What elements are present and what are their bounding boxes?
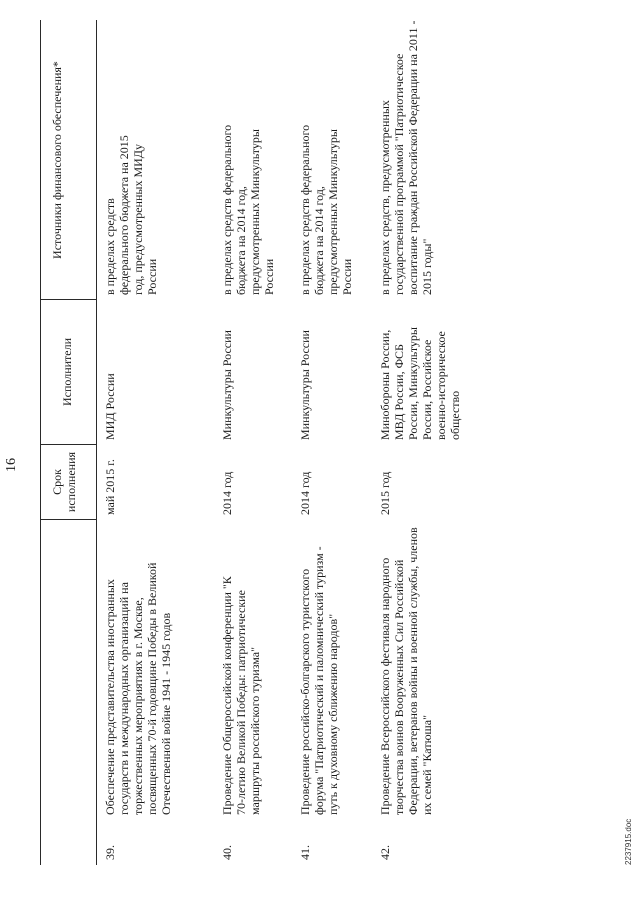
row-deadline: 2015 год [378,471,392,515]
row-number: 39. [103,845,117,860]
col-sep-executors-sources [40,299,96,300]
row-number: 40. [220,845,234,860]
row-event: Проведение российско-болгарского туристского форума "Патриотический и паломнический туризм - путь к духовному сближению народов" [298,546,340,815]
row-number: 42. [378,845,392,860]
row-executors: Минкультуры России [220,330,234,440]
row-sources: в пределах средств, предусмотренных государственной программой "Патриотическое воспитание граждан Российской Федерации на 2011 - 2015 годы" [378,20,434,295]
row-event: Проведение Общероссийской конференции "К 70-летию Великой Победы: патриотические маршруты российского туризма" [220,576,262,815]
header-executors: Исполнители [60,337,74,407]
footer-document-code: 2237915.doc [624,818,633,865]
col-sep-event-deadline [40,519,96,520]
row-deadline: 2014 год [220,471,234,515]
row-deadline: 2014 год [298,471,312,515]
row-sources: в пределах средств федерального бюджета на 2014 год, предусмотренных Минкультуры России [298,124,354,295]
header-deadline: Срок исполнения [50,451,78,513]
page-number: 16 [4,458,19,472]
table-top-rule [40,20,41,865]
row-deadline: май 2015 г. [103,459,117,515]
row-event: Проведение Всероссийского фестиваля народного творчества воинов Вооруженных Сил Российской Федерации, ветеранов войны и военной службы, членов их семей "Катюша" [378,527,434,815]
row-sources: в пределах средств федерального бюджета на 2015 год, предусмотренных МИДу России [103,135,159,295]
header-sources: Источники финансового обеспечения* [50,61,64,259]
row-number: 41. [298,845,312,860]
row-sources: в пределах средств федерального бюджета на 2014 год, предусмотренных Минкультуры России [220,124,276,295]
col-sep-deadline-executors [40,444,96,445]
row-executors: МИД России [103,373,117,440]
row-executors: Минкультуры России [298,330,312,440]
header-bottom-rule [96,20,97,865]
row-executors: Минобороны России, МВД России, ФСБ России, Минкультуры России, Российское военно-историческое общество [378,327,462,440]
row-event: Обеспечение представительства иностранных государств и международных организаций на торжественных мероприятиях в г. Москве, посвященных 70-й годовщине Победы в Великой Отечественной войне 1941 - 1945 годов [103,562,173,815]
